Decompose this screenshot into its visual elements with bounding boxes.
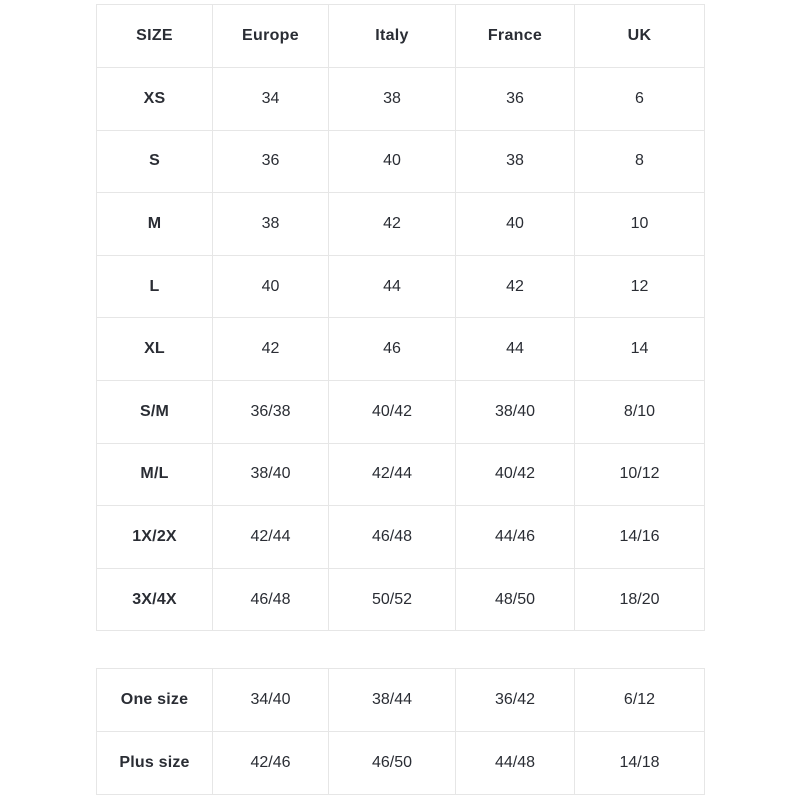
cell-europe: 42	[213, 318, 329, 381]
row-label: 1X/2X	[97, 506, 213, 569]
cell-europe: 38/40	[213, 443, 329, 506]
cell-france: 44/48	[456, 732, 575, 795]
column-header-uk: UK	[575, 5, 705, 68]
cell-france: 44	[456, 318, 575, 381]
cell-italy: 38	[329, 68, 456, 131]
table-row	[97, 732, 705, 795]
cell-europe: 42/46	[213, 732, 329, 795]
cell-france: 40/42	[456, 443, 575, 506]
table-row	[97, 318, 705, 381]
column-header-italy: Italy	[329, 5, 456, 68]
cell-uk: 18/20	[575, 568, 705, 631]
cell-europe: 36/38	[213, 380, 329, 443]
cell-uk: 6/12	[575, 669, 705, 732]
cell-france: 36	[456, 68, 575, 131]
row-label: L	[97, 255, 213, 318]
summary-size-table-container	[96, 668, 704, 795]
cell-europe: 42/44	[213, 506, 329, 569]
cell-italy: 46/48	[329, 506, 456, 569]
cell-europe: 36	[213, 130, 329, 193]
summary-size-table	[96, 668, 705, 795]
cell-europe: 46/48	[213, 568, 329, 631]
table-row	[97, 506, 705, 569]
cell-france: 42	[456, 255, 575, 318]
row-label: XL	[97, 318, 213, 381]
row-label: M/L	[97, 443, 213, 506]
cell-europe: 38	[213, 193, 329, 256]
row-label-plus-size: Plus size	[97, 732, 213, 795]
cell-france: 38	[456, 130, 575, 193]
row-label: XS	[97, 68, 213, 131]
cell-france: 40	[456, 193, 575, 256]
row-label-one-size: One size	[97, 669, 213, 732]
cell-italy: 46	[329, 318, 456, 381]
cell-uk: 14/18	[575, 732, 705, 795]
cell-europe: 40	[213, 255, 329, 318]
column-header-size: SIZE	[97, 5, 213, 68]
table-row	[97, 568, 705, 631]
cell-uk: 10	[575, 193, 705, 256]
cell-italy: 46/50	[329, 732, 456, 795]
table-row	[97, 443, 705, 506]
main-size-table	[96, 4, 705, 631]
cell-uk: 12	[575, 255, 705, 318]
cell-uk: 8/10	[575, 380, 705, 443]
row-label: 3X/4X	[97, 568, 213, 631]
cell-europe: 34	[213, 68, 329, 131]
cell-italy: 42	[329, 193, 456, 256]
cell-italy: 38/44	[329, 669, 456, 732]
table-row	[97, 130, 705, 193]
cell-france: 44/46	[456, 506, 575, 569]
table-header-row	[97, 5, 705, 68]
row-label: M	[97, 193, 213, 256]
row-label: S	[97, 130, 213, 193]
cell-france: 36/42	[456, 669, 575, 732]
cell-france: 38/40	[456, 380, 575, 443]
table-row	[97, 669, 705, 732]
cell-europe: 34/40	[213, 669, 329, 732]
table-row	[97, 193, 705, 256]
cell-france: 48/50	[456, 568, 575, 631]
cell-uk: 14	[575, 318, 705, 381]
cell-uk: 10/12	[575, 443, 705, 506]
table-row	[97, 380, 705, 443]
cell-italy: 42/44	[329, 443, 456, 506]
main-size-table-container	[96, 4, 704, 631]
row-label: S/M	[97, 380, 213, 443]
cell-uk: 14/16	[575, 506, 705, 569]
column-header-europe: Europe	[213, 5, 329, 68]
cell-italy: 50/52	[329, 568, 456, 631]
column-header-france: France	[456, 5, 575, 68]
table-row	[97, 255, 705, 318]
table-row	[97, 68, 705, 131]
cell-uk: 6	[575, 68, 705, 131]
cell-italy: 44	[329, 255, 456, 318]
cell-italy: 40/42	[329, 380, 456, 443]
cell-italy: 40	[329, 130, 456, 193]
cell-uk: 8	[575, 130, 705, 193]
